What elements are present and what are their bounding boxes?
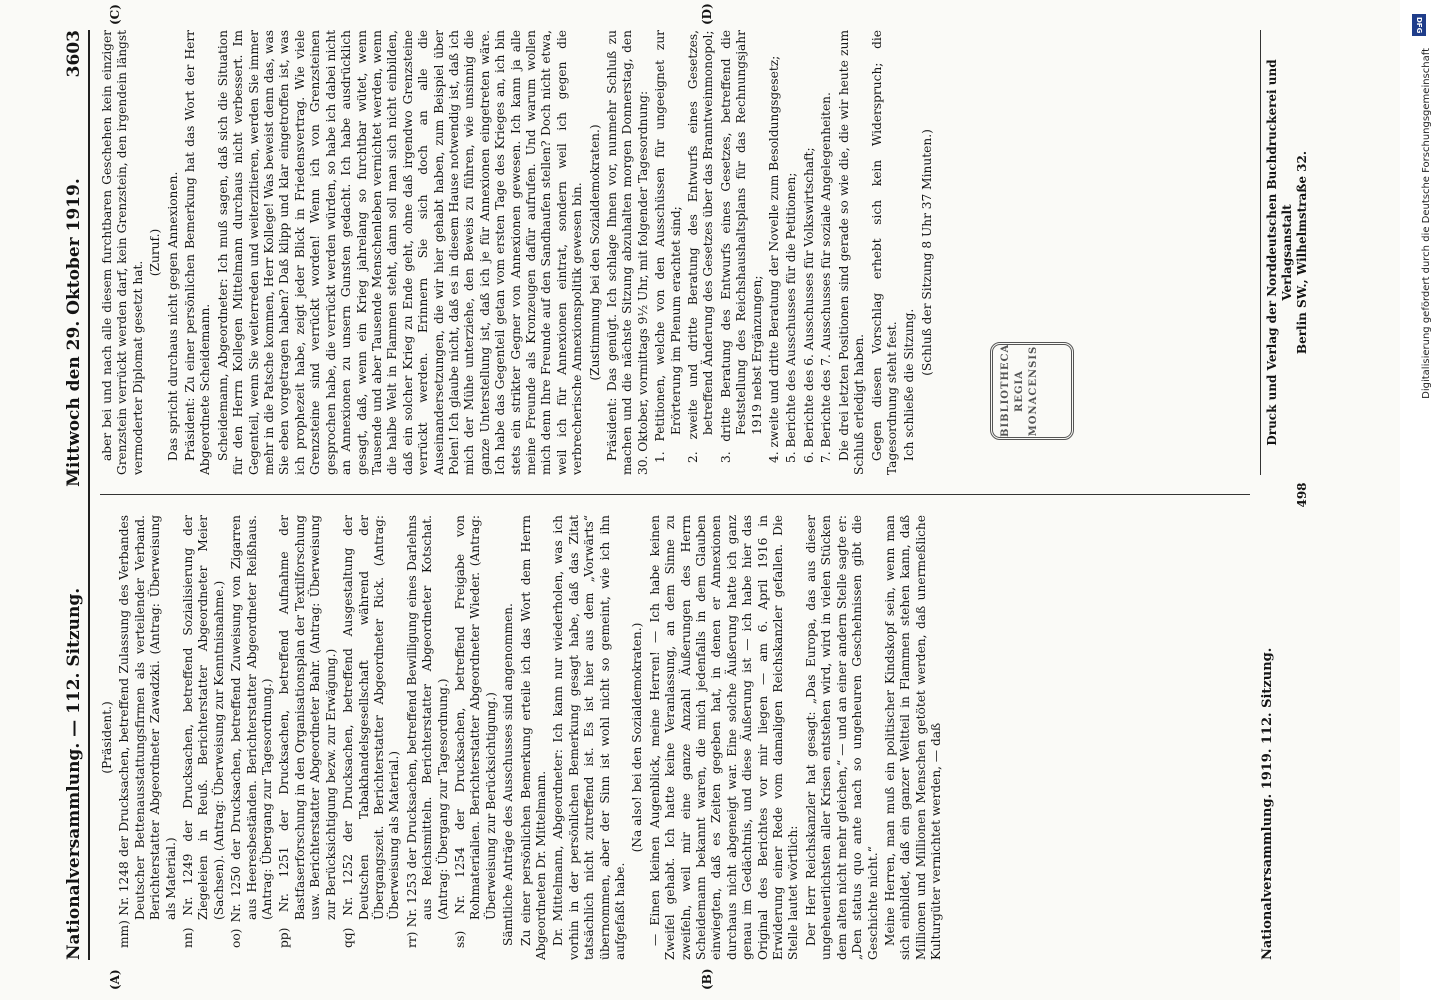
right-column bbox=[100, 30, 1250, 475]
left-column bbox=[100, 515, 1250, 960]
right-paragraph: (Zuruf.) bbox=[148, 228, 163, 277]
left-paragraph: Meine Herren, man muß ein politischer Kindskopf sein, wenn man sich einbildet, daß ein ganzer Weltteil in Flammen stehen kann, daß Millionen und Millionen Menschen getötet werden, daß unermeßliche Kulturgüter vernichtet werden, — daß bbox=[882, 515, 944, 960]
margin-marker-a: (A) bbox=[108, 969, 122, 990]
right-paragraph: Ich schließe die Sitzung. bbox=[902, 308, 917, 461]
stamp-line-1: BIBLIOTHECA bbox=[1000, 343, 1011, 437]
right-paragraph: Gegen diesen Vorschlag erhebt sich kein Widerspruch; die Tagesordnung steht fest. bbox=[869, 30, 899, 475]
page-content bbox=[60, 3, 1360, 990]
imprint-line-2: Berlin SW., Wilhelmstraße 32. bbox=[1295, 150, 1309, 355]
left-paragraph: rr) Nr. 1253 der Drucksachen, betreffend Bewilligung eines Darlehns aus Reichsmitteln. Berichterstatter Abgeordneter Kotschat. (Antrag: Übergang zur Tagesordnung.) bbox=[404, 515, 450, 948]
right-paragraph: 5. Berichte des Ausschusses für die Petitionen; bbox=[784, 172, 799, 463]
left-paragraph: Sämtliche Anträge des Ausschusses sind angenommen. bbox=[501, 603, 516, 946]
page-number: 3603 bbox=[64, 30, 84, 78]
running-head bbox=[60, 30, 90, 960]
digitization-strip bbox=[1410, 8, 1432, 988]
margin-marker-d: (D) bbox=[700, 3, 714, 25]
left-paragraph: Der Herr Reichskanzler hat gesagt: „Das Europa, das aus dieser ungeheuerlichsten aller Krisen entstehen wird, wird in vielen Stücken dem alten nicht mehr gleichen,“ — und an einer andern Stelle sagte er: „Den status quo ante nach so ungeheuren Geschehnissen gibt die Geschichte nicht.“ bbox=[803, 515, 880, 960]
right-paragraph: aber bei und nach alle diesem furchtbaren Geschehen kein einziger Grenzstein verrückt werden darf, kein Grenzstein, den irgendein längst vermoderter Diplomat gesetzt hat. bbox=[100, 30, 145, 475]
right-paragraph: 2. zweite und dritte Beratung des Entwurfs eines Gesetzes, betreffend Änderung des Gesetzes über das Branntweinmonopol; bbox=[686, 30, 716, 463]
right-paragraph: 4. zweite und dritte Beratung der Novelle zum Besoldungsgesetz; bbox=[767, 55, 782, 463]
left-paragraph: nn) Nr. 1249 der Drucksachen, betreffend Sozialisierung der Ziegeleien in Reuß. Berichterstatter Abgeordneter Meier (Sachsen). (Antrag: Überweisung zur Kenntnisnahme.) bbox=[181, 515, 226, 948]
stamp-line-3: MONACENSIS bbox=[1028, 345, 1039, 437]
left-paragraph: Dr. Mittelmann, Abgeordneter: Ich kann nur wiederholen, was ich vorhin in der persönlichen Bemerkung gesagt habe, daß das Zitat tatsächlich nicht zutreffend ist. Es ist hier aus dem „Vorwärts“ übernommen, aber der Sinn ist wohl nicht so gemeint, wie ich ihn aufgefaßt habe. bbox=[551, 515, 627, 960]
stamp-line-2: REGIA bbox=[1014, 370, 1025, 412]
right-paragraph: Scheidemann, Abgeordneter: Ich muß sagen, daß sich die Situation für den Herrn Kollegen Mittelmann durchaus nicht verbessert. Im Gegenteil, wenn Sie weiterreden und weiterzitieren, werden Sie immer mehr in die Patsche kommen, Herr Kollege! Was beweist denn das, was Sie eben vorgetragen haben? Daß klipp und klar eingetroffen ist, was ich prophezeit habe, zeigt jeder Blick in Friedensvertrag. Wie viele Grenzsteine sind verrückt worden! Wenn ich von Grenzsteinen gesprochen habe, die verrückt werden würden, so habe ich dabei nicht an Annexionen zu unsern Gunsten gedacht. Ich habe ausdrücklich gesagt, daß, wenn ein Krieg jahrelang so furchtbar wütet, wenn Tausende und aber Tausende Menschenleben vernichtet werden, wenn die halbe Welt in Flammen steht, dann soll man sich nicht einbilden, daß ein solcher Krieg zu Ende geht, ohne daß irgendwo Grenzsteine verrückt werden. Erinnern Sie sich doch an alle die Auseinandersetzungen, die wir hier gehabt haben, zum Beispiel über Polen! Ich glaube nicht, daß es in diesem Hause notwendig ist, daß ich mich der Mühe unterziehe, den Beweis zu führen, wie unsinnig die ganze Unterstellung ist, daß ich je für Annexionen eingetreten wäre. Ich habe das Gegenteil getan vom ersten Tage des Krieges an, ich bin stets ein strikter Gegner von Annexionen gewesen. Ich kann ja alle meine Freunde als Kronzeugen dafür aufrufen. Und warum wollen mich denn Ihre Freunde auf den Sandhaufen stellen? Doch nicht etwa, weil ich für Annexionen eintrat, sondern weil ich gegen die verbrecherische Annexionspolitik gewesen bin. bbox=[215, 30, 585, 475]
right-paragraph: Präsident: Das genügt. Ich schlage Ihnen vor, nunmehr Schluß zu machen und die nächste Sitzung abzuhalten morgen Donnerstag, den 30. Oktober, vormittags 9½ Uhr, mit folgender Tagesordnung: bbox=[605, 30, 650, 475]
library-stamp bbox=[990, 342, 1074, 440]
right-paragraph: (Schluß der Sitzung 8 Uhr 37 Minuten.) bbox=[919, 129, 934, 376]
left-paragraph: qq) Nr. 1252 der Drucksachen, betreffend Ausgestaltung der Deutschen Tabakhandelsgesellschaft während der Übergangszeit. Berichterstatter Abgeordneter Rick. (Antrag: Überweisung als Material.) bbox=[341, 515, 402, 948]
dfg-logo-icon: DFG bbox=[1412, 14, 1426, 36]
left-paragraph: mm) Nr. 1248 der Drucksachen, betreffend Zulassung des Verbandes Deutscher Bettenausstattungsfirmen als verteilender Verband. Berichterstatter Abgeordneter Zawadzki. (Antrag: Überweisung als Material.) bbox=[117, 515, 178, 948]
column-divider bbox=[100, 494, 1250, 495]
margin-marker-b: (B) bbox=[700, 968, 714, 990]
header-date: Mittwoch den 29. Oktober 1919. bbox=[64, 178, 84, 487]
left-paragraph: pp) Nr. 1251 der Drucksachen, betreffend Aufnahme der Bastfaserforschung in den Organisationsplan der Textilforschung usw. Berichterstatter Abgeordneter Bahr. (Antrag: Überweisung zur Berücksichtigung bezw. zur Erwägung.) bbox=[277, 515, 338, 948]
right-paragraph: Die drei letzten Positionen sind gerade so wie die, die wir heute zum Schluß erledigt haben. bbox=[836, 30, 867, 475]
left-paragraph: — Einen kleinen Augenblick, meine Herren! — Ich habe keinen Zweifel gehabt. Ich hatte keine Veranlassung, an dem Sinne zu zweifeln, weil mir eine ganze Anzahl Äußerungen des Herrn Scheidemann bekannt waren, die mich jedenfalls in dem Glauben einwiegten, daß es Zeiten gegeben hat, in denen er Annexionen durchaus nicht abgeneigt war. Eine solche Äußerung hatte ich ganz genau im Gedächtnis, und diese Äußerung ist — ich habe hier das Original des Berichtes vor mir liegen — am 6. April 1916 in Erwiderung einer Rede vom damaligen Reichskanzler gefallen. Die Stelle lautet wörtlich: bbox=[647, 515, 801, 960]
header-left: Nationalversammlung. — 112. Sitzung. bbox=[64, 587, 84, 960]
imprint-line-1: Druck und Verlag der Norddeutschen Buchdruckerei und Verlagsanstalt bbox=[1265, 59, 1294, 446]
margin-marker-c: (C) bbox=[108, 4, 122, 25]
left-paragraph: (Präsident.) bbox=[100, 701, 114, 774]
left-paragraph: ss) Nr. 1254 der Drucksachen, betreffend Freigabe von Rohmaterialien. Berichterstatter Abgeordneter Wieder. (Antrag: Überweisung zur Berücksichtigung.) bbox=[452, 515, 498, 948]
right-paragraph: Das spricht durchaus nicht gegen Annexionen. bbox=[165, 171, 180, 461]
left-paragraph: Zu einer persönlichen Bemerkung erteile ich das Wort dem Herrn Abgeordneten Dr. Mittelmann. bbox=[518, 515, 548, 960]
left-paragraph: oo) Nr. 1250 der Drucksachen, betreffend Zuweisung von Zigarren aus Heeresbeständen. Berichterstatter Abgeordneter Reißhaus. (Antrag: Übergang zur Tagesordnung.) bbox=[229, 515, 275, 948]
right-paragraph: Präsident: Zu einer persönlichen Bemerkung hat das Wort der Herr Abgeordnete Scheidemann. bbox=[183, 30, 213, 475]
digitization-note: Digitalisierung gefördert durch die Deutsche Forschungsgemeinschaft bbox=[1421, 48, 1432, 399]
right-paragraph: 3. dritte Beratung des Entwurfs eines Gesetzes, betreffend die Feststellung des Reichshaushaltsplans für das Rechnungsjahr 1919 nebst Ergänzungen; bbox=[718, 30, 764, 463]
right-paragraph: 7. Berichte des 7. Ausschusses für soziale Angelegenheiten. bbox=[819, 92, 834, 463]
right-paragraph: 1. Petitionen, welche von den Ausschüssen für ungeeignet zur Erörterung im Plenum erachtet sind; bbox=[653, 30, 683, 463]
left-paragraph: (Na also! bei den Sozialdemokraten.) bbox=[630, 622, 645, 853]
sheet-number: 498 bbox=[1295, 482, 1309, 508]
footer-left: Nationalversammlung. 1919. 112. Sitzung. bbox=[1260, 647, 1275, 960]
right-paragraph: 6. Berichte des 6. Ausschusses für Volkswirtschaft; bbox=[801, 147, 816, 463]
right-paragraph: (Zustimmung bei den Sozialdemokraten.) bbox=[587, 124, 602, 381]
